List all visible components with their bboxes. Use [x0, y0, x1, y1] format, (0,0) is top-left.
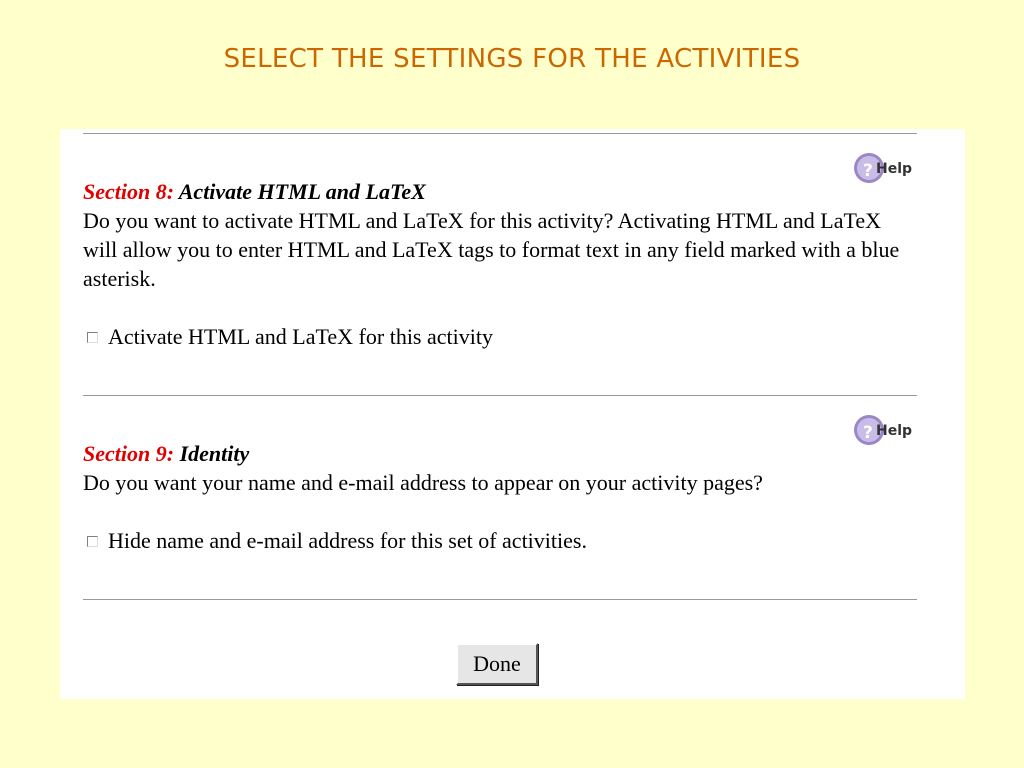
help-label: Help — [876, 423, 913, 439]
activate-html-latex-option[interactable] — [87, 324, 493, 350]
section-description: Do you want your name and e-mail address to appear on your activity pages? — [83, 470, 763, 495]
section-9 — [83, 439, 903, 497]
done-button[interactable]: Done — [456, 643, 538, 685]
activate-html-latex-checkbox[interactable] — [87, 332, 98, 343]
section-description: Do you want to activate HTML and LaTeX for this activity? Activating HTML and LaTeX will allow you to enter HTML and LaTeX tags to format text in any field marked with a blue asterisk. — [83, 208, 900, 291]
option-label: Hide name and e-mail address for this set of activities. — [108, 528, 587, 553]
section-title: Identity — [179, 441, 250, 466]
hide-identity-option[interactable] — [87, 528, 587, 554]
svg-text:?: ? — [863, 423, 873, 443]
divider — [83, 133, 917, 134]
settings-panel — [60, 129, 965, 699]
divider — [83, 395, 917, 396]
svg-text:?: ? — [863, 161, 873, 181]
section-heading — [83, 439, 903, 468]
page-title: SELECT THE SETTINGS FOR THE ACTIVITIES — [223, 44, 801, 74]
help-label: Help — [876, 161, 913, 177]
hide-identity-checkbox[interactable] — [87, 536, 98, 547]
section-number: Section 9: — [83, 441, 175, 466]
divider — [83, 599, 917, 600]
section-title: Activate HTML and LaTeX — [178, 179, 426, 204]
section-number: Section 8: — [83, 179, 175, 204]
option-label: Activate HTML and LaTeX for this activity — [108, 324, 493, 349]
section-heading — [83, 177, 903, 206]
section-8 — [83, 177, 903, 293]
